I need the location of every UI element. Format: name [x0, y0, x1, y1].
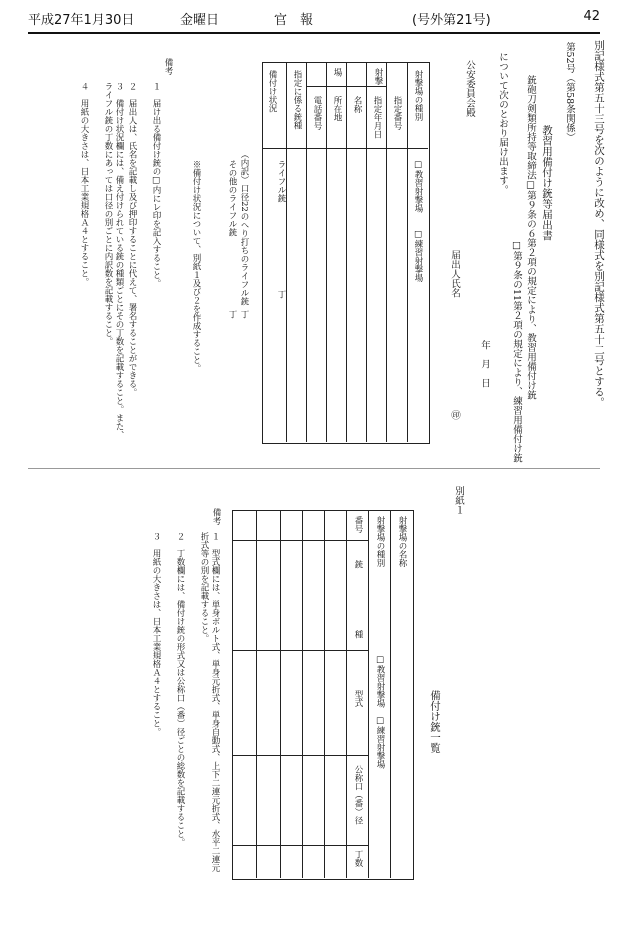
col-count: 丁数 — [353, 850, 363, 867]
form-addressee: 公安委員会殿 — [464, 60, 475, 117]
annex-title: 備付け銃一覧 — [429, 690, 441, 753]
rifle-detail1: （内訳）口径22のへり打ちのライフル銃 — [239, 150, 249, 306]
annex-notes-label: 備考 — [211, 508, 221, 525]
label-range-type: 射撃場の種別 — [413, 70, 423, 121]
value-range-type: □教習射撃場 □練習射撃場 — [413, 160, 423, 282]
value-range-type-annex: □教習射撃場 □練習射撃場 — [375, 655, 385, 769]
col-no: 番号 — [353, 516, 363, 533]
annex-note-3: ３ 用紙の大きさは、日本工業規格Ａ４とすること。 — [151, 532, 161, 736]
label-address: 所在地 — [332, 96, 342, 122]
annex-label: 別紙１ — [453, 486, 464, 515]
label-group-ba: 場 — [332, 68, 342, 77]
annex-table — [232, 510, 414, 880]
label-name: 名称 — [352, 96, 362, 113]
note-2: ２ 届出人は、氏名を記載し及び押印することに代えて、署名することができる。 — [127, 82, 137, 397]
header-date: 平成27年1月30日 — [28, 13, 135, 28]
header-page-number: 42 — [583, 9, 600, 24]
rifle-detail1-count: 丁 — [239, 310, 249, 319]
col-model: 型式 — [353, 690, 363, 707]
rifle-label: ライフル銃 — [276, 160, 286, 203]
form-applicant: 届出人氏名 — [449, 250, 460, 298]
form-title: 教習用備付け銃等届出書 — [541, 125, 553, 241]
label-group-shageki: 射撃 — [373, 68, 383, 85]
annex-note-2: ２ 丁数欄には、備付け銃の形式又は公称口（番）径ごとの総数を記載すること。 — [175, 532, 185, 847]
label-bitsuke: 備付け状況 — [267, 70, 277, 113]
form-body-line1: 銃砲刀剣類所持等取締法□第９条の６第２項の規定により、教習用備付け銃 — [525, 75, 536, 400]
note-1: １ 届け出る備付け銃の□内にレ印を記入すること。 — [151, 82, 161, 288]
note-3: ３ 備付け状況欄には、備え付けられている銃の種類ごとにその丁数を記載すること。また、ライフル銃の丁数にあっては口径の別ごとに内訳数を記載すること。 — [103, 82, 124, 439]
label-tel: 電話番号 — [312, 96, 322, 130]
annex-note-1: １ 型式欄には、単身ボルト式、単身元折式、単身自動式、上下二連元折式、水平二連元折式等の別を記載すること。 — [199, 532, 220, 872]
label-shitei-bango: 指定番号 — [392, 96, 402, 130]
col-caliber: 公称口（番）径 — [353, 765, 363, 825]
label-range-name: 射撃場の名称 — [397, 516, 407, 567]
notes-label: 備考 — [163, 58, 173, 75]
header-weekday: 金曜日 — [180, 13, 220, 28]
form-body-line2: □第９条の11第２項の規定により、練習用備付け銃 — [511, 240, 522, 463]
col-kind: 種 — [353, 630, 363, 639]
rifle-detail2: その他のライフル銃 — [227, 160, 237, 237]
table-note: ※備付け状況について、別紙１及び２を作成すること。 — [191, 160, 201, 373]
form-body-line3: について次のとおり届け出ます。 — [497, 52, 508, 195]
form-date: 年 月 日 — [479, 340, 490, 388]
note-4: ４ 用紙の大きさは、日本工業規格Ａ４とすること。 — [79, 82, 89, 286]
label-range-type-annex: 射撃場の種別 — [375, 516, 385, 567]
col-gun: 銃 — [353, 560, 363, 569]
label-gun-types: 指定に係る銃種 — [292, 70, 302, 130]
intro-line: 別記様式第五十三号を次のように改め、同様式を別記様式第五十二号とする。 — [593, 40, 605, 408]
section-divider — [28, 468, 600, 469]
page-header — [28, 6, 600, 34]
header-title: 官 報 — [274, 13, 314, 28]
label-shitei-date: 指定年月日 — [372, 96, 382, 139]
form-number: 第52号（第58条関係） — [564, 42, 575, 143]
rifle-detail2-count: 丁 — [227, 310, 237, 319]
form-seal: ㊞ — [449, 410, 460, 420]
header-issue: (号外第21号) — [412, 13, 491, 28]
rifle-count: 丁 — [276, 290, 286, 299]
